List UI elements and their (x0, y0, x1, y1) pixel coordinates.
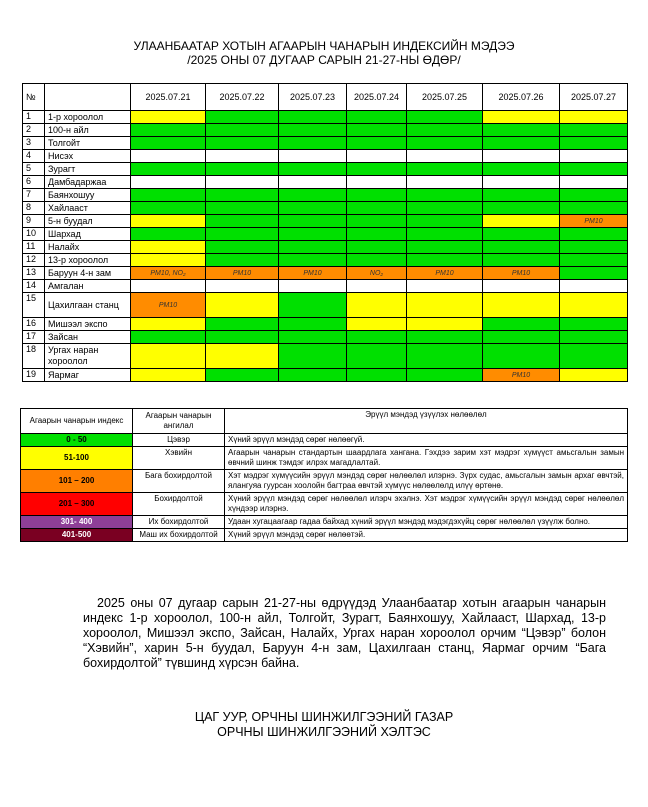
aqi-cell (279, 137, 347, 150)
footer-signature (0, 710, 648, 740)
legend-category: Их бохирдолтой (133, 516, 225, 529)
row-location: Шархад (45, 228, 131, 241)
col-date-header: 2025.07.27 (560, 84, 628, 111)
aqi-cell: PM10 (206, 267, 279, 280)
col-date-header: 2025.07.24 (347, 84, 407, 111)
aqi-cell (131, 254, 206, 267)
row-number: 7 (23, 189, 45, 202)
row-number: 4 (23, 150, 45, 163)
aqi-cell (407, 163, 483, 176)
aqi-cell (483, 215, 560, 228)
aqi-cell (131, 202, 206, 215)
legend-header-row (21, 409, 628, 434)
legend-effect: Хүний эрүүл мэндэд сөрөг нөлөөтэй. (225, 529, 628, 542)
aqi-cell (279, 280, 347, 293)
legend-effect: Хүний эрүүл мэндэд сөрөг нөлөөгүй. (225, 434, 628, 447)
aqi-cell (560, 293, 628, 318)
aqi-cell (347, 254, 407, 267)
aqi-cell: PM10, NO₂ (131, 267, 206, 280)
table-row (23, 293, 628, 318)
footer-line-1: ЦАГ УУР, ОРЧНЫ ШИНЖИЛГЭЭНИЙ ГАЗАР (194, 710, 454, 724)
aqi-cell (206, 137, 279, 150)
aqi-cell (131, 344, 206, 369)
aqi-cell (347, 124, 407, 137)
col-date-header: 2025.07.25 (407, 84, 483, 111)
aqi-cell (347, 215, 407, 228)
row-location: Налайх (45, 241, 131, 254)
aqi-cell (131, 280, 206, 293)
aqi-cell: NO₂ (347, 267, 407, 280)
aqi-cell (407, 137, 483, 150)
row-location: Баянхошуу (45, 189, 131, 202)
aqi-cell (347, 280, 407, 293)
legend-row (21, 447, 628, 470)
aqi-cell (347, 344, 407, 369)
table-row (23, 318, 628, 331)
table-row (23, 202, 628, 215)
aqi-cell (560, 150, 628, 163)
row-number: 16 (23, 318, 45, 331)
aqi-cell (483, 318, 560, 331)
aqi-cell (347, 241, 407, 254)
aqi-cell (483, 293, 560, 318)
table-row (23, 124, 628, 137)
aqi-cell (206, 124, 279, 137)
row-number: 3 (23, 137, 45, 150)
aqi-cell (483, 202, 560, 215)
aqi-cell (206, 202, 279, 215)
table-row (23, 241, 628, 254)
title-line-1: УЛААНБААТАР ХОТЫН АГААРЫН ЧАНАРЫН ИНДЕКСИЙН МЭДЭЭ (133, 39, 515, 53)
aqi-cell (347, 137, 407, 150)
aqi-cell (206, 293, 279, 318)
row-location: Баруун 4-н зам (45, 267, 131, 280)
aqi-cell (407, 176, 483, 189)
aqi-cell (560, 254, 628, 267)
col-date-header: 2025.07.22 (206, 84, 279, 111)
aqi-cell (483, 280, 560, 293)
aqi-cell (483, 124, 560, 137)
col-date-header: 2025.07.26 (483, 84, 560, 111)
aqi-cell (279, 189, 347, 202)
table-row (23, 215, 628, 228)
row-location: Нисэх (45, 150, 131, 163)
row-location: 1-р хороолол (45, 111, 131, 124)
aqi-cell (131, 137, 206, 150)
aqi-cell (206, 318, 279, 331)
aqi-cell (347, 331, 407, 344)
aqi-cell (407, 280, 483, 293)
aqi-cell (131, 331, 206, 344)
aqi-cell: PM10 (483, 267, 560, 280)
table-row (23, 176, 628, 189)
aqi-cell (483, 111, 560, 124)
aqi-table (22, 83, 628, 382)
legend-effect: Агаарын чанарын стандартын шаардлага хангана. Гэхдээ зарим хэт мэдрэг хүмүүст амьсгалын замын өвчний шинж тэмдэг илрэх магадлалтай. (225, 447, 628, 470)
aqi-cell (407, 344, 483, 369)
aqi-cell (560, 267, 628, 280)
col-date-header: 2025.07.23 (279, 84, 347, 111)
aqi-cell (560, 369, 628, 382)
aqi-body (23, 111, 628, 382)
table-row (23, 228, 628, 241)
aqi-cell (131, 318, 206, 331)
aqi-cell (347, 163, 407, 176)
aqi-cell (347, 202, 407, 215)
aqi-cell (407, 124, 483, 137)
aqi-cell (347, 228, 407, 241)
aqi-cell (560, 344, 628, 369)
row-number: 5 (23, 163, 45, 176)
row-number: 19 (23, 369, 45, 382)
row-location: Зурагт (45, 163, 131, 176)
aqi-cell (279, 124, 347, 137)
aqi-cell (206, 228, 279, 241)
aqi-cell (560, 228, 628, 241)
aqi-cell (206, 344, 279, 369)
aqi-cell (279, 344, 347, 369)
row-number: 12 (23, 254, 45, 267)
aqi-cell (560, 318, 628, 331)
aqi-cell (279, 369, 347, 382)
aqi-cell: PM10 (560, 215, 628, 228)
aqi-cell (206, 163, 279, 176)
legend-category: Маш их бохирдолтой (133, 529, 225, 542)
aqi-cell (206, 369, 279, 382)
legend-index-swatch: 101 – 200 (21, 470, 133, 493)
aqi-cell (483, 137, 560, 150)
summary-paragraph: 2025 оны 07 дугаар сарын 21-27-ны өдрүүдэд Улаанбаатар хотын агаарын чанарын индекс 1-р хороолол, 100-н айл, Толгойт, Зурагт, Баянхошуу, Хайлааст, Шархад, 13-р хороолол, Мишээл экспо, Зайсан, Налайх, Ургах наран хороолол орчим “Цэвэр” болон “Хэвийн”, харин 5-н буудал, Баруун 4-н зам, Цахилгаан станц, Яармаг орчим “Бага бохирдолтой” түвшинд хүрсэн байна. (83, 596, 606, 670)
aqi-cell (279, 150, 347, 163)
aqi-cell (483, 241, 560, 254)
aqi-cell (131, 369, 206, 382)
aqi-cell (206, 189, 279, 202)
row-number: 10 (23, 228, 45, 241)
legend-effect: Хэт мэдрэг хүмүүсийн эрүүл мэндэд сөрөг нөлөөлөл илэрнэ. Зүрх судас, амьсгалын замын архаг өвчтэй, ялангуяа гуурсан хоолойн багтраа өвчтэй хүмүүс нөлөөлөлд илүү өртөнө. (225, 470, 628, 493)
legend-index-swatch: 401-500 (21, 529, 133, 542)
table-row (23, 369, 628, 382)
legend-row (21, 470, 628, 493)
row-number: 8 (23, 202, 45, 215)
aqi-cell (560, 331, 628, 344)
table-row (23, 163, 628, 176)
table-row (23, 137, 628, 150)
legend-body (21, 434, 628, 542)
legend-row (21, 516, 628, 529)
legend-row (21, 493, 628, 516)
row-location: Толгойт (45, 137, 131, 150)
legend-table (20, 408, 628, 542)
aqi-cell (206, 215, 279, 228)
aqi-cell (131, 241, 206, 254)
aqi-cell (131, 111, 206, 124)
row-number: 2 (23, 124, 45, 137)
aqi-cell (279, 202, 347, 215)
aqi-cell (483, 331, 560, 344)
row-number: 15 (23, 293, 45, 318)
aqi-cell (407, 150, 483, 163)
row-number: 9 (23, 215, 45, 228)
aqi-cell (279, 241, 347, 254)
aqi-cell (347, 176, 407, 189)
aqi-cell (206, 150, 279, 163)
row-location: 5-н буудал (45, 215, 131, 228)
aqi-cell (560, 189, 628, 202)
row-number: 14 (23, 280, 45, 293)
aqi-cell (131, 150, 206, 163)
row-number: 13 (23, 267, 45, 280)
row-location: Яармаг (45, 369, 131, 382)
table-row (23, 111, 628, 124)
table-row (23, 254, 628, 267)
aqi-cell (279, 318, 347, 331)
aqi-cell (407, 215, 483, 228)
aqi-cell (483, 344, 560, 369)
aqi-cell (483, 176, 560, 189)
aqi-cell (131, 189, 206, 202)
aqi-cell (347, 318, 407, 331)
aqi-cell (407, 331, 483, 344)
aqi-cell: PM10 (407, 267, 483, 280)
aqi-cell (407, 369, 483, 382)
title-line-2: /2025 ОНЫ 07 ДУГААР САРЫН 21-27-НЫ ӨДӨР/ (187, 53, 461, 67)
aqi-cell (206, 176, 279, 189)
aqi-cell (206, 331, 279, 344)
aqi-cell (407, 111, 483, 124)
aqi-cell (483, 150, 560, 163)
row-number: 18 (23, 344, 45, 369)
legend-index-swatch: 201 – 300 (21, 493, 133, 516)
legend-index-swatch: 51-100 (21, 447, 133, 470)
aqi-cell (347, 369, 407, 382)
legend-category: Бохирдолтой (133, 493, 225, 516)
aqi-cell (407, 228, 483, 241)
aqi-cell (131, 215, 206, 228)
aqi-cell (131, 228, 206, 241)
row-number: 1 (23, 111, 45, 124)
aqi-cell (560, 176, 628, 189)
table-row (23, 331, 628, 344)
aqi-cell (131, 163, 206, 176)
aqi-cell (483, 163, 560, 176)
aqi-cell (279, 111, 347, 124)
legend-category-header: Агаарын чанарын ангилал (133, 409, 225, 434)
aqi-cell (407, 293, 483, 318)
aqi-cell (407, 318, 483, 331)
aqi-cell (483, 189, 560, 202)
aqi-cell (560, 163, 628, 176)
aqi-cell (279, 163, 347, 176)
legend-row (21, 434, 628, 447)
legend-effect-header: Эрүүл мэндэд үзүүлэх нөлөөлөл (225, 409, 628, 434)
table-row (23, 189, 628, 202)
aqi-cell (279, 215, 347, 228)
row-number: 11 (23, 241, 45, 254)
aqi-cell (347, 150, 407, 163)
aqi-cell (560, 124, 628, 137)
aqi-cell (279, 228, 347, 241)
table-row (23, 267, 628, 280)
legend-category: Бага бохирдолтой (133, 470, 225, 493)
row-location: 13-р хороолол (45, 254, 131, 267)
table-row (23, 150, 628, 163)
aqi-cell (206, 111, 279, 124)
footer-line-2: ОРЧНЫ ШИНЖИЛГЭЭНИЙ ХЭЛТЭС (217, 725, 431, 739)
legend-effect: Хүний эрүүл мэндэд сөрөг нөлөөлөл илэрч эхэлнэ. Хэт мэдрэг хүмүүсийн эрүүл мэндэд сөрөг нөлөөлөл хүндээр илэрнэ. (225, 493, 628, 516)
aqi-cell: PM10 (279, 267, 347, 280)
legend-category: Хэвийн (133, 447, 225, 470)
table-row (23, 344, 628, 369)
aqi-cell (279, 331, 347, 344)
aqi-cell (483, 254, 560, 267)
aqi-cell (131, 176, 206, 189)
aqi-cell (206, 241, 279, 254)
aqi-cell (347, 111, 407, 124)
legend-row (21, 529, 628, 542)
aqi-cell (279, 254, 347, 267)
aqi-cell (131, 124, 206, 137)
row-location: 100-н айл (45, 124, 131, 137)
row-number: 17 (23, 331, 45, 344)
col-location-header (45, 84, 131, 111)
table-row (23, 280, 628, 293)
col-date-header: 2025.07.21 (131, 84, 206, 111)
row-number: 6 (23, 176, 45, 189)
aqi-cell (560, 137, 628, 150)
legend-effect: Удаан хугацаагаар гадаа байхад хүний эрүүл мэндэд мэдэгдэхүйц сөрөг нөлөөлөл үзүүлж болно. (225, 516, 628, 529)
legend-category: Цэвэр (133, 434, 225, 447)
row-location: Хайлааст (45, 202, 131, 215)
col-number-header: № (23, 84, 45, 111)
legend-index-swatch: 0 - 50 (21, 434, 133, 447)
legend-index-header: Агаарын чанарын индекс (21, 409, 133, 434)
aqi-cell (560, 241, 628, 254)
aqi-header-row (23, 84, 628, 111)
report-title (0, 39, 648, 67)
row-location: Мишээл экспо (45, 318, 131, 331)
aqi-cell (407, 254, 483, 267)
aqi-cell: PM10 (131, 293, 206, 318)
row-location: Зайсан (45, 331, 131, 344)
row-location: Амгалан (45, 280, 131, 293)
aqi-cell (407, 202, 483, 215)
aqi-cell (483, 228, 560, 241)
aqi-cell: PM10 (483, 369, 560, 382)
row-location: Цахилгаан станц (45, 293, 131, 318)
aqi-cell (560, 280, 628, 293)
aqi-cell (407, 241, 483, 254)
aqi-cell (347, 293, 407, 318)
aqi-cell (206, 280, 279, 293)
aqi-cell (560, 111, 628, 124)
row-location: Дамбадаржаа (45, 176, 131, 189)
aqi-cell (560, 202, 628, 215)
aqi-cell (407, 189, 483, 202)
aqi-cell (279, 176, 347, 189)
aqi-cell (347, 189, 407, 202)
row-location: Ургах наран хороолол (45, 344, 131, 369)
aqi-cell (279, 293, 347, 318)
legend-index-swatch: 301- 400 (21, 516, 133, 529)
aqi-cell (206, 254, 279, 267)
